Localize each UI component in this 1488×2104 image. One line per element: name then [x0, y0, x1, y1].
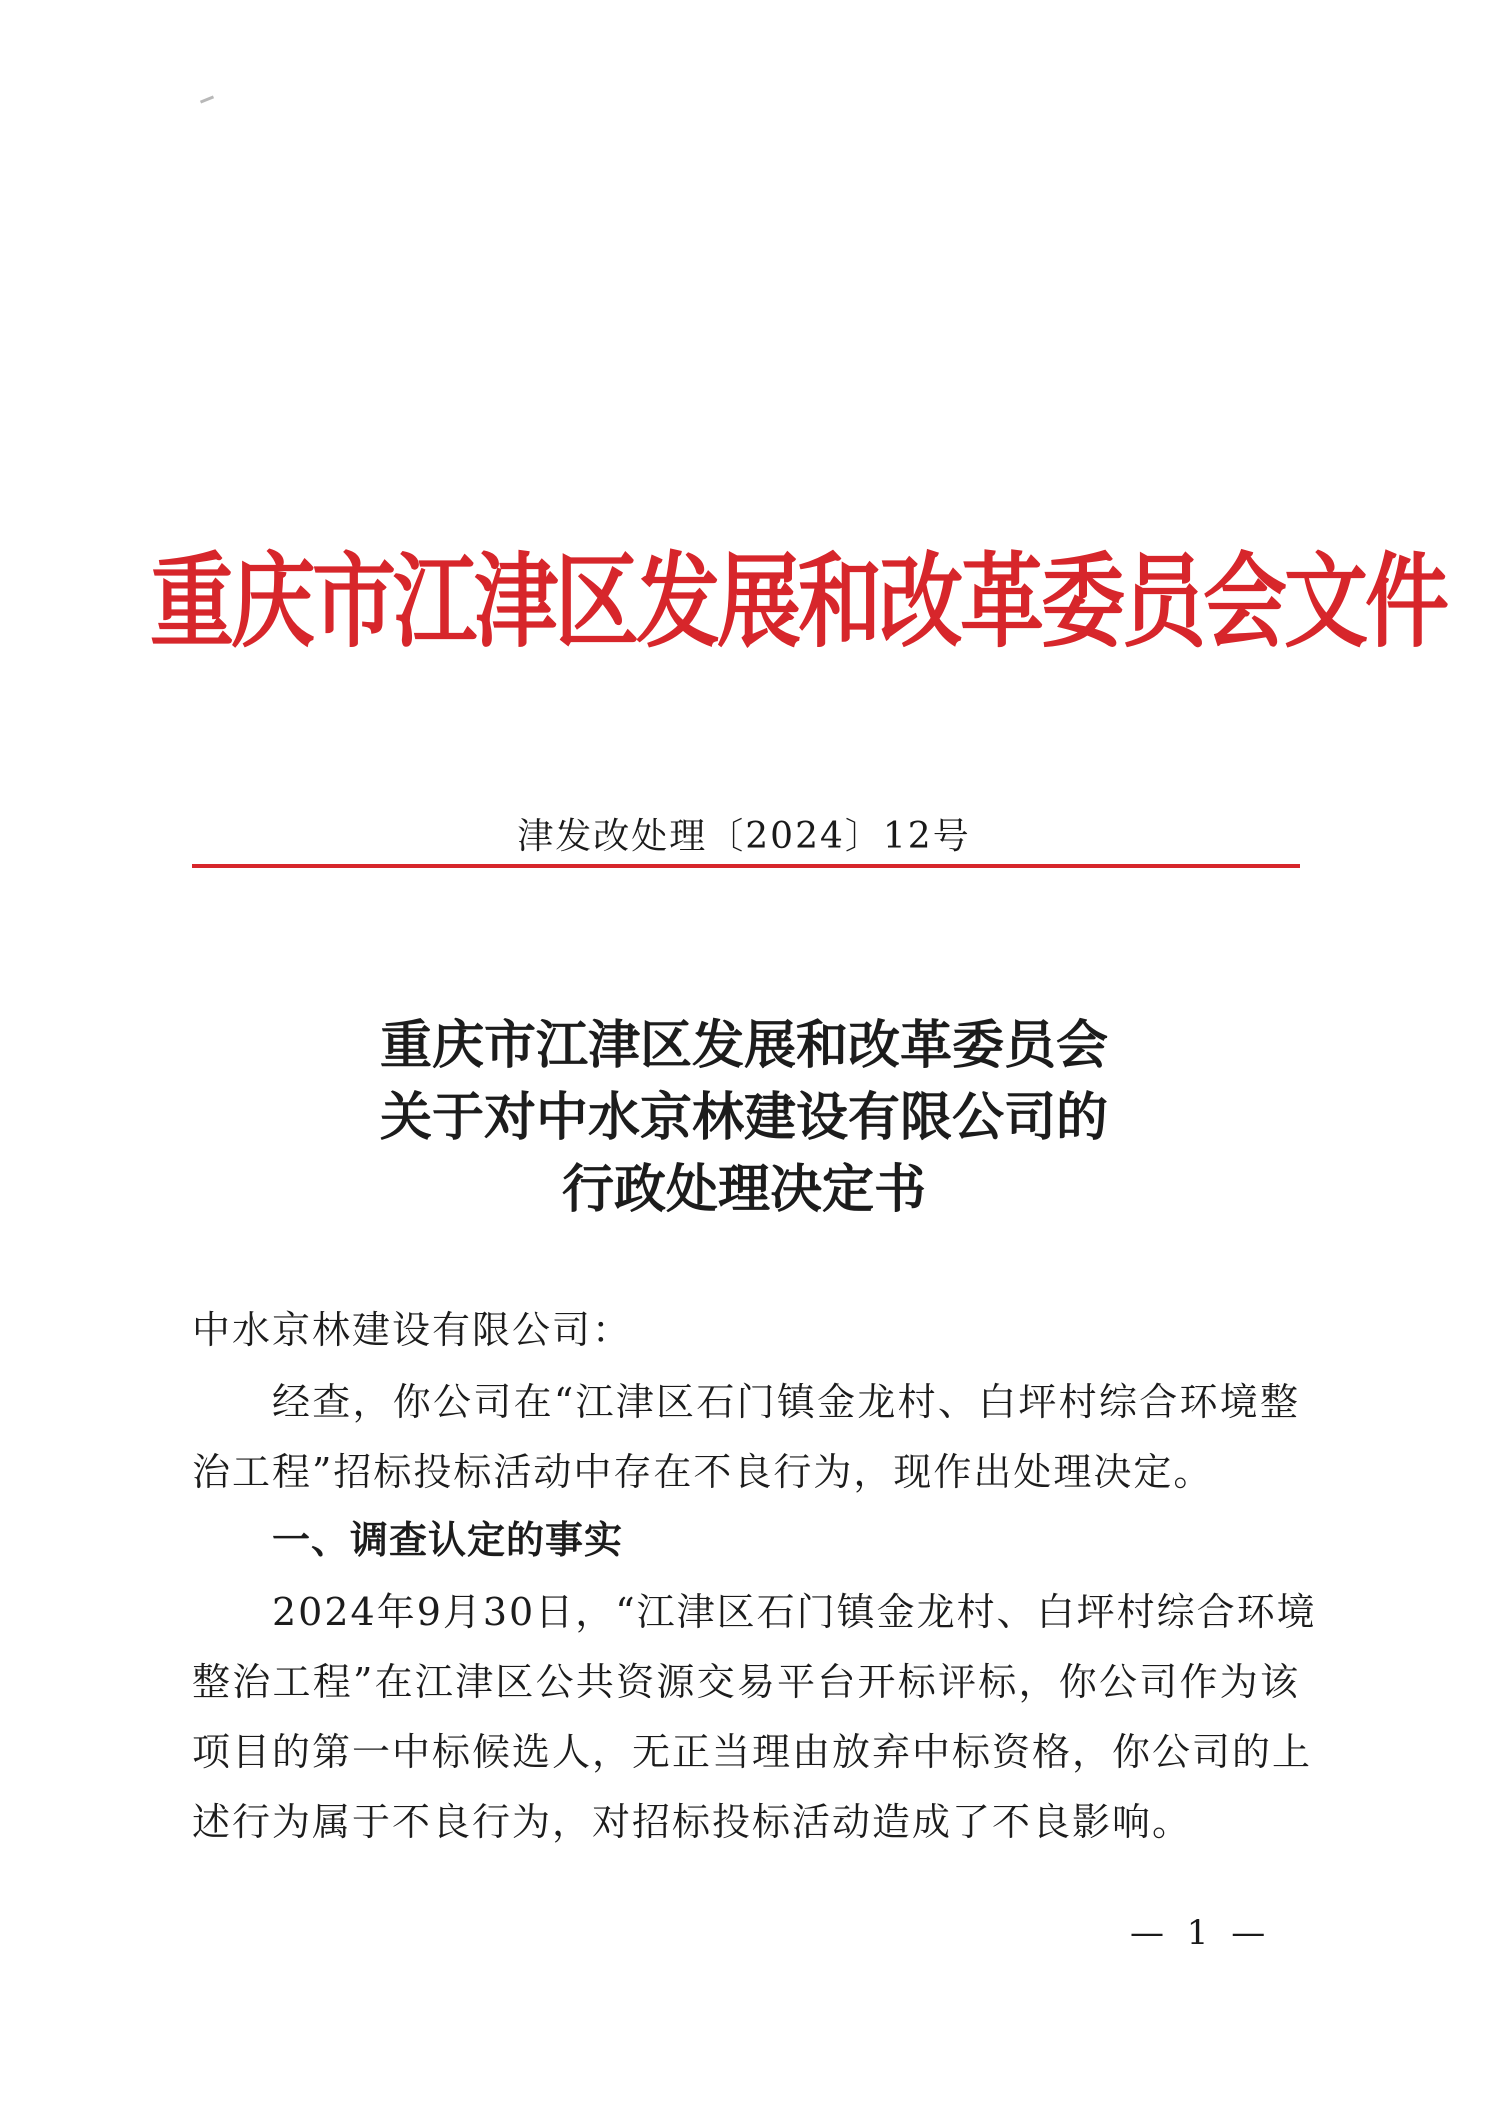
- red-divider-line: [192, 864, 1300, 868]
- scan-speck: [200, 95, 214, 103]
- paragraph-line: 整治工程”在江津区公共资源交易平台开标评标，你公司作为该: [192, 1660, 1300, 1704]
- addressee-block: [192, 1295, 1300, 1365]
- paragraph-intro: [192, 1367, 1300, 1507]
- paragraph-line: 治工程”招标投标活动中存在不良行为，现作出处理决定。: [192, 1450, 1214, 1494]
- title-line: 行政处理决定书: [561, 1160, 926, 1220]
- addressee: 中水京林建设有限公司：: [192, 1308, 633, 1352]
- paragraph-line: 2024年9月30日，“江津区石门镇金龙村、白坪村综合环境: [272, 1590, 1317, 1634]
- section-heading: 一、调查认定的事实: [272, 1518, 624, 1562]
- document-title: [150, 1010, 1338, 1226]
- title-line: 重庆市江津区发展和改革委员会: [379, 1016, 1108, 1076]
- document-number: 津发改处理〔2024〕12号: [517, 816, 971, 857]
- title-line: 关于对中水京林建设有限公司的: [379, 1088, 1108, 1148]
- paragraph-line: 项目的第一中标候选人，无正当理由放弃中标资格，你公司的上: [192, 1730, 1313, 1774]
- paragraph-line: 述行为属于不良行为，对招标投标活动造成了不良影响。: [192, 1800, 1193, 1844]
- page-number: — 1 —: [1130, 1913, 1272, 1953]
- masthead-title: 重庆市江津区发展和改革委员会文件: [150, 540, 1447, 662]
- section-heading-block: [192, 1505, 1300, 1575]
- paragraph-facts: [192, 1577, 1317, 1857]
- paragraph-line: 经查，你公司在“江津区石门镇金龙村、白坪村综合环境整: [272, 1380, 1300, 1424]
